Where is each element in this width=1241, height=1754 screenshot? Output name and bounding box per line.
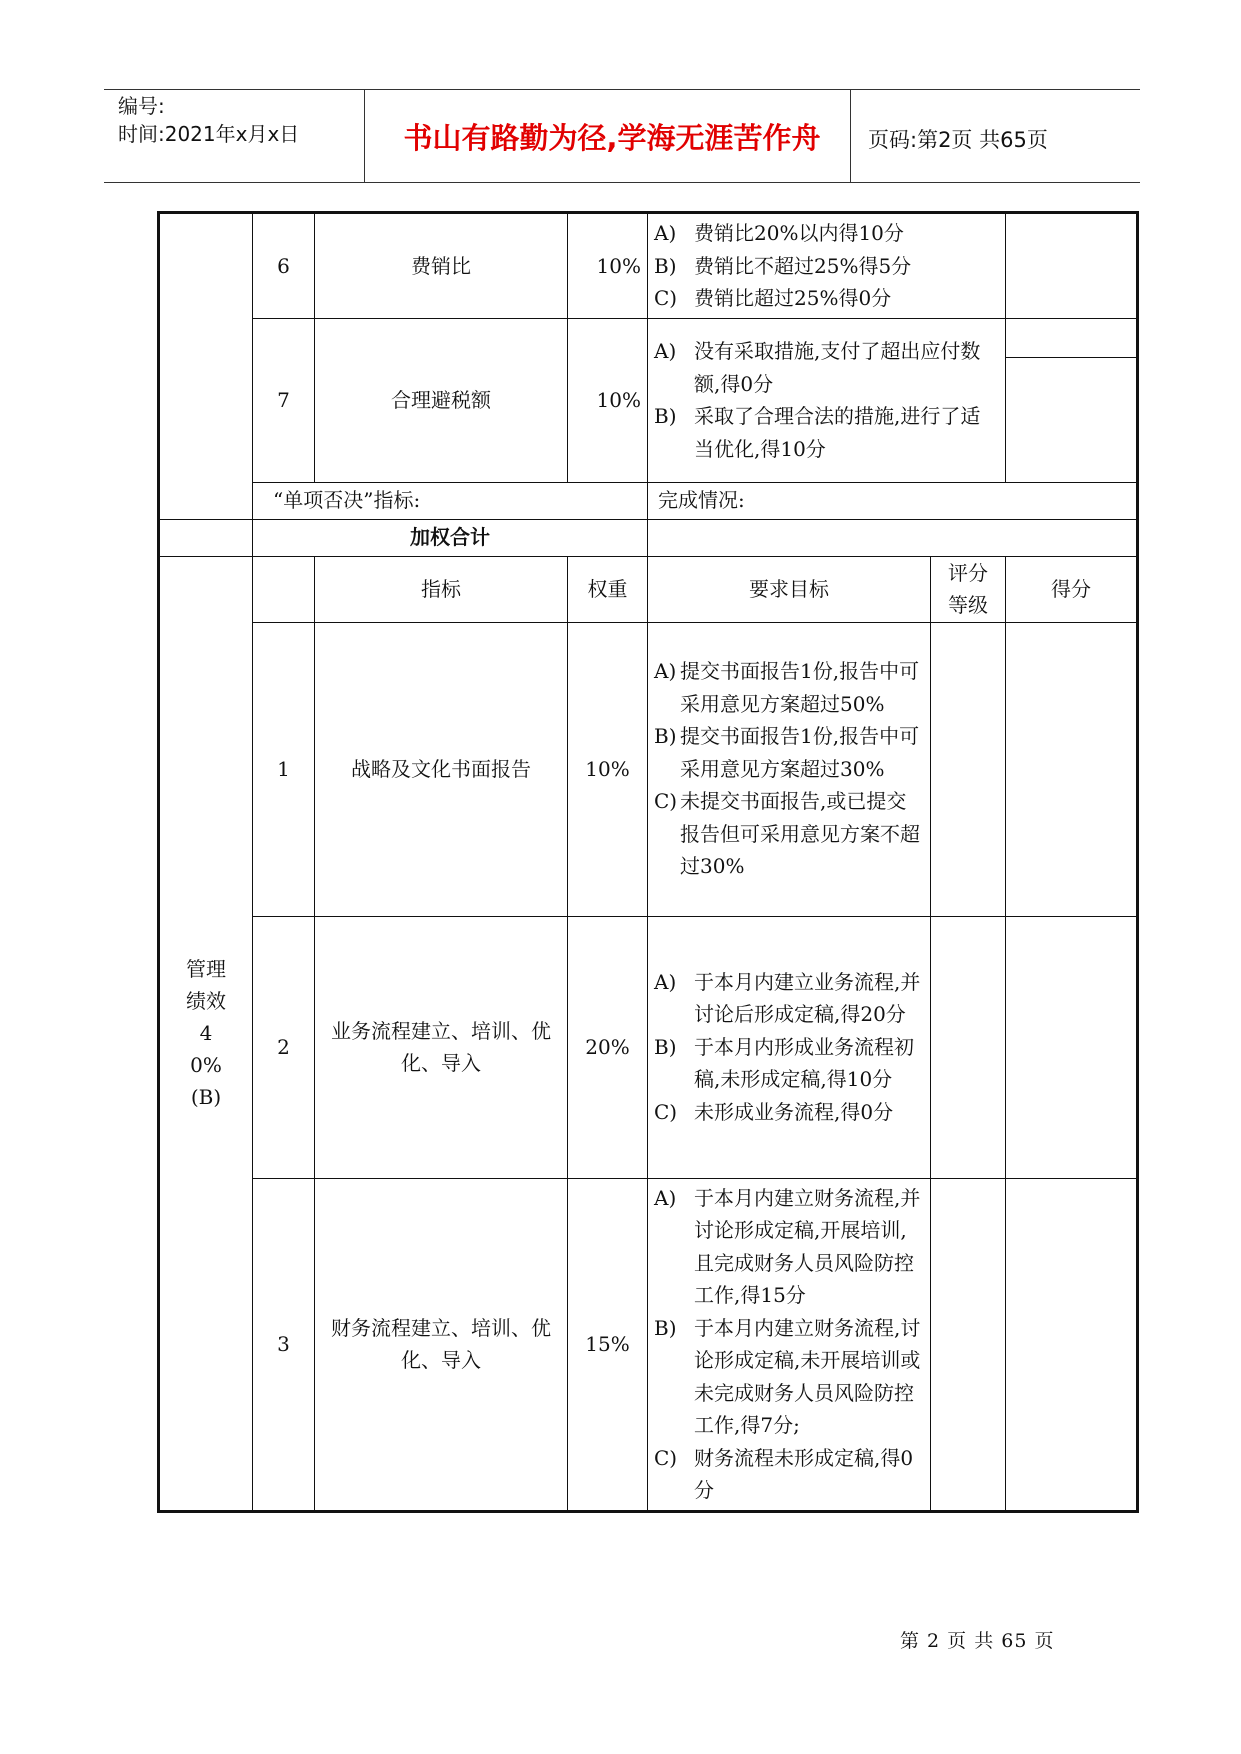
column-header-grade: 评分等级 (931, 556, 1006, 622)
table-row (159, 482, 1138, 519)
indicator-weight: 10% (568, 318, 648, 482)
indicator-weight: 10% (568, 622, 648, 916)
requirement-item: B) 提交书面报告1份,报告中可采用意见方案超过30% (654, 724, 920, 781)
table-row (159, 318, 1138, 482)
score-cell (1006, 318, 1138, 482)
requirement-list (648, 318, 1006, 482)
requirement-item: C) 费销比超过25%得0分 (654, 286, 892, 310)
requirement-item: A) 于本月内建立财务流程,并讨论形成定稿,开展培训,且完成财务人员风险防控工作,得15分 (654, 1185, 921, 1307)
indicator-name: 业务流程建立、培训、优化、导入 (315, 916, 568, 1178)
grade-cell (931, 916, 1006, 1178)
page-footer: 第 2 页 共 65 页 (900, 1630, 1055, 1652)
category-cell (159, 556, 253, 1511)
grade-cell (931, 1178, 1006, 1511)
requirement-list (648, 213, 1006, 319)
score-cell (1006, 622, 1138, 916)
column-header-score: 得分 (1006, 556, 1138, 622)
category-label: 管理绩效40%(B) (186, 957, 226, 1109)
requirement-item: B) 采取了合理合法的措施,进行了适当优化,得10分 (654, 404, 981, 461)
veto-indicator-label: “单项否决”指标: (253, 482, 648, 519)
table-header-row (159, 556, 1138, 622)
requirement-item: A) 提交书面报告1份,报告中可采用意见方案超过50% (654, 659, 920, 716)
requirement-item: C) 未形成业务流程,得0分 (654, 1099, 894, 1124)
document-time-label: 时间:2021年x月x日 (118, 122, 300, 146)
requirement-list (648, 916, 931, 1178)
table-row (159, 1178, 1138, 1511)
requirement-item: C) 财务流程未形成定稿,得0分 (654, 1445, 914, 1502)
score-cell (1006, 213, 1138, 319)
header-top-rule (104, 89, 1140, 90)
requirement-item: A) 于本月内建立业务流程,并讨论后形成定稿,得20分 (654, 969, 921, 1027)
table-row (159, 519, 1138, 556)
row-number: 7 (253, 318, 315, 482)
score-cell (1006, 916, 1138, 1178)
column-header-weight: 权重 (568, 556, 648, 622)
header-motto: 书山有路勤为径,学海无涯苦作舟 (403, 121, 821, 155)
score-cell (1006, 1178, 1138, 1511)
empty-cell (159, 519, 253, 556)
indicator-weight: 10% (568, 213, 648, 319)
table-row (159, 916, 1138, 1178)
document-number-label: 编号: (118, 94, 165, 118)
requirement-item: C) 未提交书面报告,或已提交报告但可采用意见方案不超过30% (654, 789, 920, 879)
header-page-code: 页码:第2页 共65页 (868, 128, 1048, 152)
header-bottom-rule (104, 182, 1140, 183)
requirement-item: B) 于本月内形成业务流程初稿,未形成定稿,得10分 (654, 1034, 914, 1092)
table-row (159, 622, 1138, 916)
column-header-indicator: 指标 (315, 556, 568, 622)
requirement-item: A) 费销比20%以内得10分 (654, 221, 904, 245)
column-header-target: 要求目标 (648, 556, 931, 622)
completion-label: 完成情况: (648, 482, 1138, 519)
requirement-item: B) 于本月内建立财务流程,讨论形成定稿,未开展培训或未完成财务人员风险防控工作,得7分; (654, 1315, 921, 1437)
kpi-table (157, 211, 1139, 1513)
row-number: 2 (253, 916, 315, 1178)
category-cell-empty (159, 213, 253, 520)
row-number: 6 (253, 213, 315, 319)
grade-cell (931, 622, 1006, 916)
indicator-weight: 15% (568, 1178, 648, 1511)
indicator-name: 财务流程建立、培训、优化、导入 (315, 1178, 568, 1511)
table-row (159, 213, 1138, 319)
indicator-name: 费销比 (315, 213, 568, 319)
requirement-list (648, 622, 931, 916)
indicator-weight: 20% (568, 916, 648, 1178)
weighted-total-label: 加权合计 (253, 519, 648, 556)
row-number: 1 (253, 622, 315, 916)
row-number: 3 (253, 1178, 315, 1511)
indicator-name: 合理避税额 (315, 318, 568, 482)
weighted-total-value (648, 519, 1138, 556)
requirement-item: B) 费销比不超过25%得5分 (654, 253, 912, 278)
header-meta (118, 92, 299, 148)
requirement-list (648, 1178, 931, 1511)
indicator-name: 战略及文化书面报告 (315, 622, 568, 916)
header-divider-left (364, 90, 365, 183)
requirement-item: A) 没有采取措施,支付了超出应付数额,得0分 (654, 339, 981, 396)
empty-header-cell (253, 556, 315, 622)
